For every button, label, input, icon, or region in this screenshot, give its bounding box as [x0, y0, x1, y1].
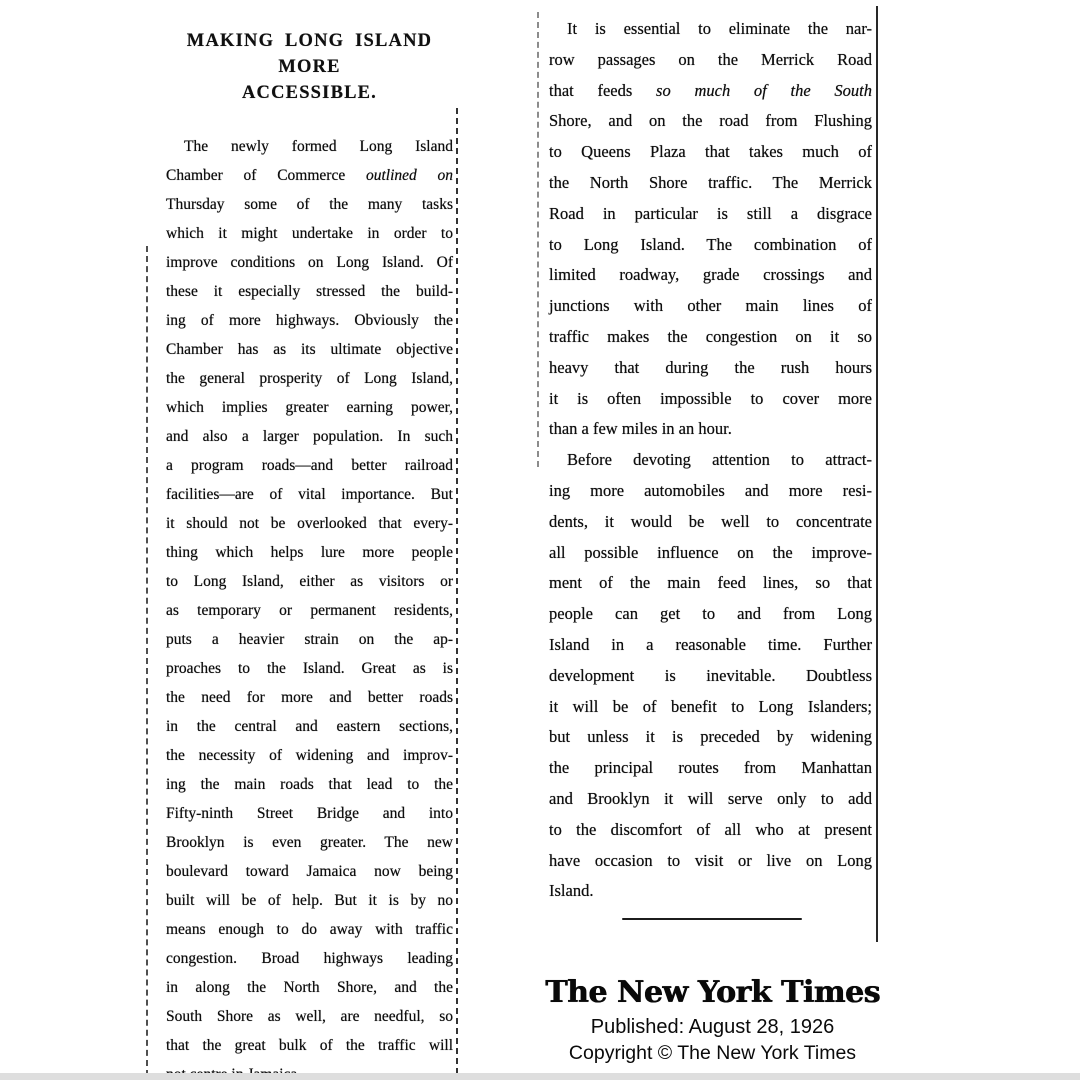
article-title [166, 28, 453, 106]
article-line: to Long Island. The combination of [549, 234, 872, 254]
italic-text-segment: outlined on [365, 167, 453, 184]
article-line: South Shore as well, are needful, so [166, 1008, 453, 1025]
article-line: The newly formed Long Island [184, 138, 453, 155]
article-line: it will be of benefit to Long Islanders; [549, 696, 872, 716]
article-line: to Long Island, either as visitors or [166, 573, 453, 590]
article-line: ing more automobiles and more resi- [549, 480, 872, 500]
copyright-notice: Copyright © The New York Times [568, 1042, 857, 1064]
article-line: Fifty-ninth Street Bridge and into [166, 805, 453, 822]
article-title-line-1: MAKING LONG ISLAND MORE [186, 31, 433, 77]
article-line [549, 76, 872, 107]
article-line: it is often impossible to cover more [549, 388, 872, 408]
article-title-line-2: ACCESSIBLE. [241, 83, 378, 103]
article-line: in the central and eastern sections, [166, 718, 453, 735]
column-rule-right-outer [876, 6, 878, 942]
article-line: ing the main roads that lead to the [166, 776, 453, 793]
article-line: ing of more highways. Obviously the [166, 312, 453, 329]
nyt-masthead-logo: The New York Times [545, 975, 880, 1010]
article-line: proaches to the Island. Great as is [166, 660, 453, 677]
article-line: ment of the main feed lines, so that [549, 573, 872, 593]
article-line: than a few miles in an hour. [549, 419, 732, 439]
article-line: puts a heavier strain on the ap- [166, 631, 453, 648]
text-segment: Chamber of Commerce [166, 167, 366, 184]
article-line: all possible influence on the improve- [549, 542, 872, 562]
left-column-text [166, 132, 453, 1080]
article-line: dents, it would be well to concentrate [549, 511, 872, 531]
article-line: Shore, and on the road from Flushing [549, 111, 872, 131]
article-line: development is inevitable. Doubtless [549, 665, 872, 685]
footer [540, 976, 885, 1065]
article-line: congestion. Broad highways leading [166, 950, 453, 967]
article-line: the need for more and better roads [166, 689, 453, 706]
article-line: facilities—are of vital importance. But [166, 486, 453, 503]
article-line: built will be of help. But it is by no [166, 892, 453, 909]
article-line: junctions with other main lines of [549, 296, 872, 316]
article-line: It is essential to eliminate the nar- [567, 19, 872, 38]
article-line: in along the North Shore, and the [166, 979, 453, 996]
article-line: Thursday some of the many tasks [166, 196, 453, 213]
article-line: Before devoting attention to attract- [567, 450, 872, 470]
article-line: heavy that during the rush hours [549, 357, 872, 377]
article-end-rule [622, 918, 802, 920]
column-rule-right-inner [537, 12, 539, 467]
article-line: and Brooklyn it will serve only to add [549, 788, 872, 808]
article-line: traffic makes the congestion on it so [549, 326, 872, 346]
text-segment: that feeds [549, 80, 657, 100]
article-line: as temporary or permanent residents, [166, 602, 453, 619]
article-line: have occasion to visit or live on Long [549, 850, 872, 870]
article-line: limited roadway, grade crossings and [549, 265, 872, 285]
article-line: Island. [549, 881, 594, 901]
article-line: Island in a reasonable time. Further [549, 634, 872, 654]
article-line: and also a larger population. In such [166, 428, 453, 445]
article-line: which implies greater earning power, [166, 399, 453, 416]
article-line [166, 161, 453, 190]
article-line: to Queens Plaza that takes much of [549, 142, 872, 162]
article-line: row passages on the Merrick Road [549, 49, 872, 69]
article-line: it should not be overlooked that every- [166, 515, 453, 532]
article-line: that the great bulk of the traffic will [166, 1037, 453, 1054]
article-line: means enough to do away with traffic [166, 921, 453, 938]
left-column [166, 28, 453, 1080]
article-line: people can get to and from Long [549, 604, 872, 624]
article-line: the North Shore traffic. The Merrick [549, 172, 872, 192]
right-column-text [549, 14, 872, 907]
column-rule-left-outer [146, 246, 148, 1076]
article-line: but unless it is preceded by widening [549, 727, 872, 747]
article-line: thing which helps lure more people [166, 544, 453, 561]
article-line: the necessity of widening and improv- [166, 747, 453, 764]
article-line: which it might undertake in order to [166, 225, 453, 242]
article-line: Road in particular is still a disgrace [549, 203, 872, 223]
right-column [549, 14, 872, 907]
article-line: the principal routes from Manhattan [549, 758, 872, 778]
published-date: Published: August 28, 1926 [590, 1016, 835, 1038]
article-line: a program roads—and better railroad [166, 457, 453, 474]
italic-text-segment: so much of the South [656, 80, 872, 100]
article-line: Chamber has as its ultimate objective [166, 341, 453, 358]
article-line: these it especially stressed the build- [166, 283, 453, 300]
column-rule-left-inner [456, 108, 458, 1074]
article-line: boulevard toward Jamaica now being [166, 863, 453, 880]
scan-edge-artifact [0, 1073, 1080, 1080]
article-line: to the discomfort of all who at present [549, 819, 872, 839]
article-line: improve conditions on Long Island. Of [166, 254, 453, 271]
article-line: Brooklyn is even greater. The new [166, 834, 453, 851]
article-line: the general prosperity of Long Island, [166, 370, 453, 387]
